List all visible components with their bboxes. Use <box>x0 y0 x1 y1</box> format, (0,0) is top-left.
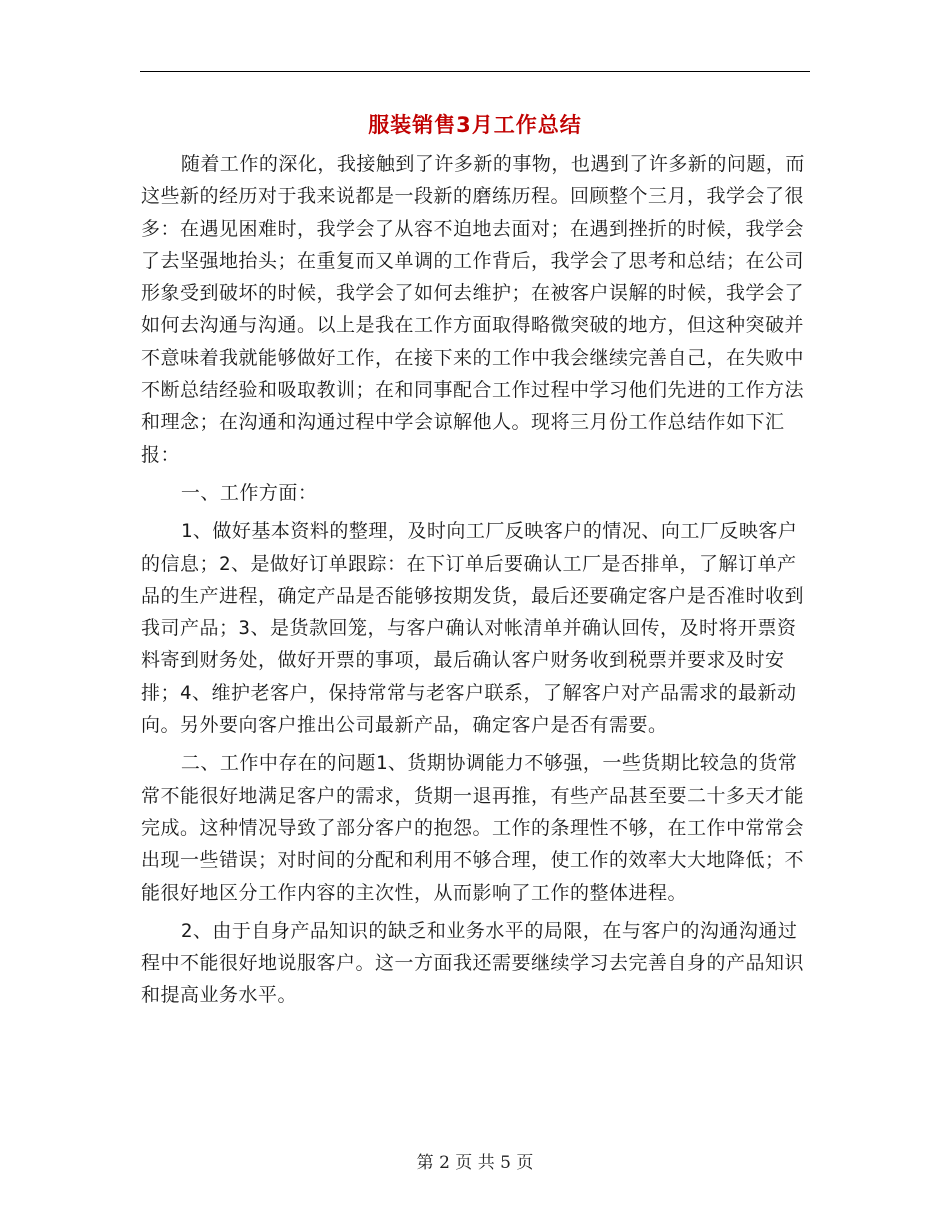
page-footer <box>0 1151 950 1175</box>
paragraph-knowledge: 2、由于自身产品知识的缺乏和业务水平的局限，在与客户的沟通沟通过程中不能很好地说服客户。这一方面我还需要继续学习去完善自身的产品知识和提高业务水平。 <box>141 919 805 1007</box>
header-rule <box>140 71 810 72</box>
paragraph-section-heading: 一、工作方面： <box>180 481 318 504</box>
document-body <box>141 148 811 1012</box>
page-number-label: 第 2 页 共 5 页 <box>416 1153 534 1173</box>
paragraph-intro: 随着工作的深化，我接触到了许多新的事物，也遇到了许多新的问题，而这些新的经历对于我来说都是一段新的磨练历程。回顾整个三月，我学会了很多：在遇见困难时，我学会了从容不迫地去面对；在遇到挫折的时候，我学会了去坚强地抬头；在重复而又单调的工作背后，我学会了思考和总结；在公司形象受到破坏的时候，我学会了如何去维护；在被客户误解的时候，我学会了如何去沟通与沟通。以上是我在工作方面取得略微突破的地方，但这种突破并不意味着我就能够做好工作，在接下来的工作中我会继续完善自己，在失败中不断总结经验和吸取教训；在和同事配合工作过程中学习他们先进的工作方法和理念；在沟通和沟通过程中学会谅解他人。现将三月份工作总结作如下汇报： <box>141 153 805 466</box>
paragraph-work-items: 1、做好基本资料的整理，及时向工厂反映客户的情况、向工厂反映客户的信息；2、是做好订单跟踪：在下订单后要确认工厂是否排单，了解订单产品的生产进程，确定产品是否能够按期发货，最后还要确定客户是否准时收到我司产品；3、是货款回笼，与客户确认对帐清单并确认回传，及时将开票资料寄到财务处，做好开票的事项，最后确认客户财务收到税票并要求及时安排；4、维护老客户，保持常常与老客户联系，了解客户对产品需求的最新动向。另外要向客户推出公司最新产品，确定客户是否有需要。 <box>141 520 805 737</box>
paragraph-problems: 二、工作中存在的问题1、货期协调能力不够强，一些货期比较急的货常常不能很好地满足客户的需求，货期一退再推，有些产品甚至要二十多天才能完成。这种情况导致了部分客户的抱怨。工作的条理性不够，在工作中常常会出现一些错误；对时间的分配和利用不够合理，使工作的效率大大地降低；不能很好地区分工作内容的主次性，从而影响了工作的整体进程。 <box>141 752 805 904</box>
document-title: 服装销售3月工作总结 <box>368 113 582 137</box>
